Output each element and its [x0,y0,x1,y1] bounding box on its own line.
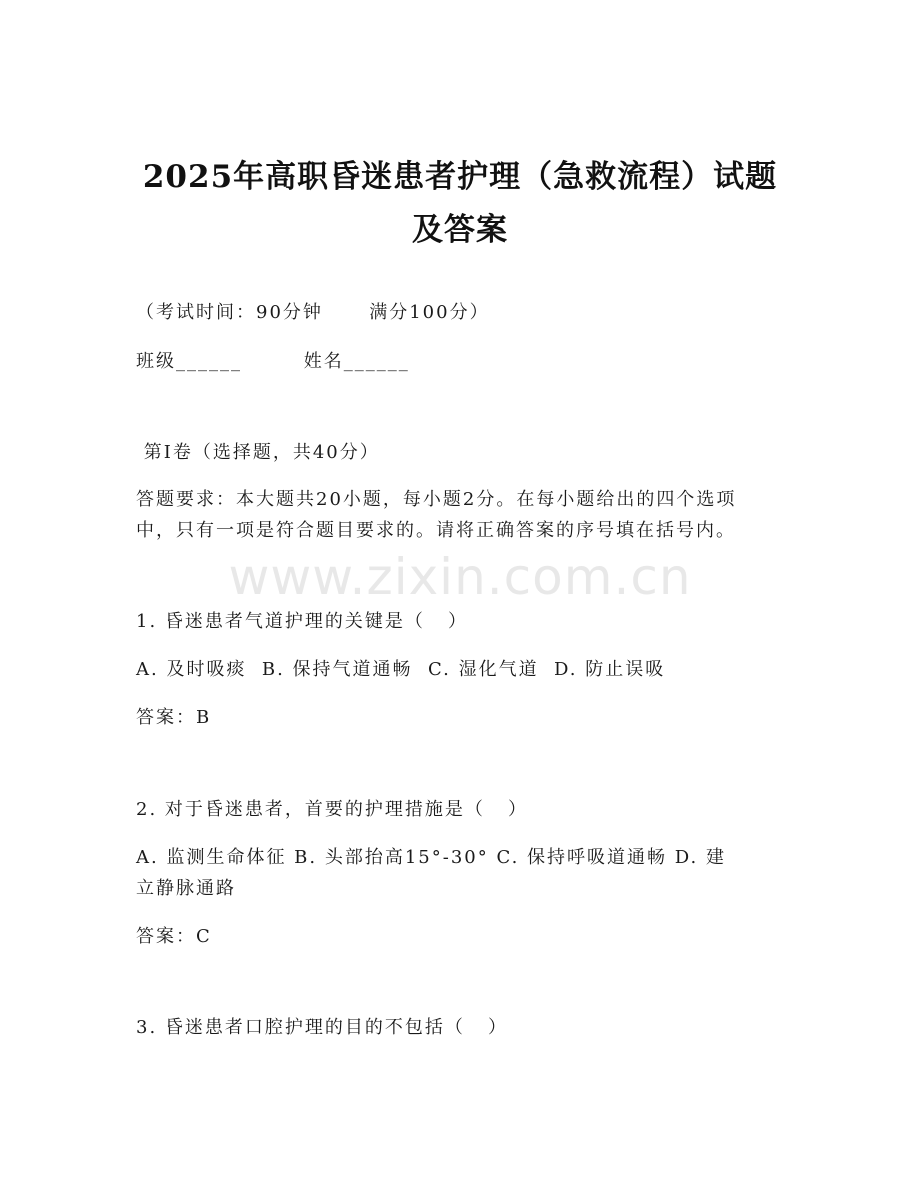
watermark: www.zixin.com.cn [228,548,692,606]
question-2-answer: 答案：C [136,926,212,947]
document-title-line-2: 及答案 [412,212,508,248]
section-heading: 第Ⅰ卷（选择题，共40分） [136,442,380,463]
question-2-options-line-2: 立静脉通路 [136,878,236,899]
class-name-fields: 班级______ 姓名______ [136,351,410,372]
exam-time-score: （考试时间：90分钟 满分100分） [136,302,490,323]
document-title-line-1: 2025年高职昏迷患者护理（急救流程）试题 [142,159,778,195]
question-2-stem: 2. 对于昏迷患者，首要的护理措施是（ ） [136,799,529,820]
question-3-stem: 3. 昏迷患者口腔护理的目的不包括（ ） [136,1017,509,1038]
question-2-options-line-1: A. 监测生命体征 B. 头部抬高15°-30° C. 保持呼吸道通畅 D. 建 [136,847,726,868]
question-1-options: A. 及时吸痰 B. 保持气道通畅 C. 湿化气道 D. 防止误吸 [136,659,666,680]
instructions-line-2: 中，只有一项是符合题目要求的。请将正确答案的序号填在括号内。 [136,520,736,541]
instructions-line-1: 答题要求：本大题共20小题，每小题2分。在每小题给出的四个选项 [136,489,737,510]
question-1-stem: 1. 昏迷患者气道护理的关键是（ ） [136,611,469,632]
question-1-answer: 答案：B [136,707,212,728]
